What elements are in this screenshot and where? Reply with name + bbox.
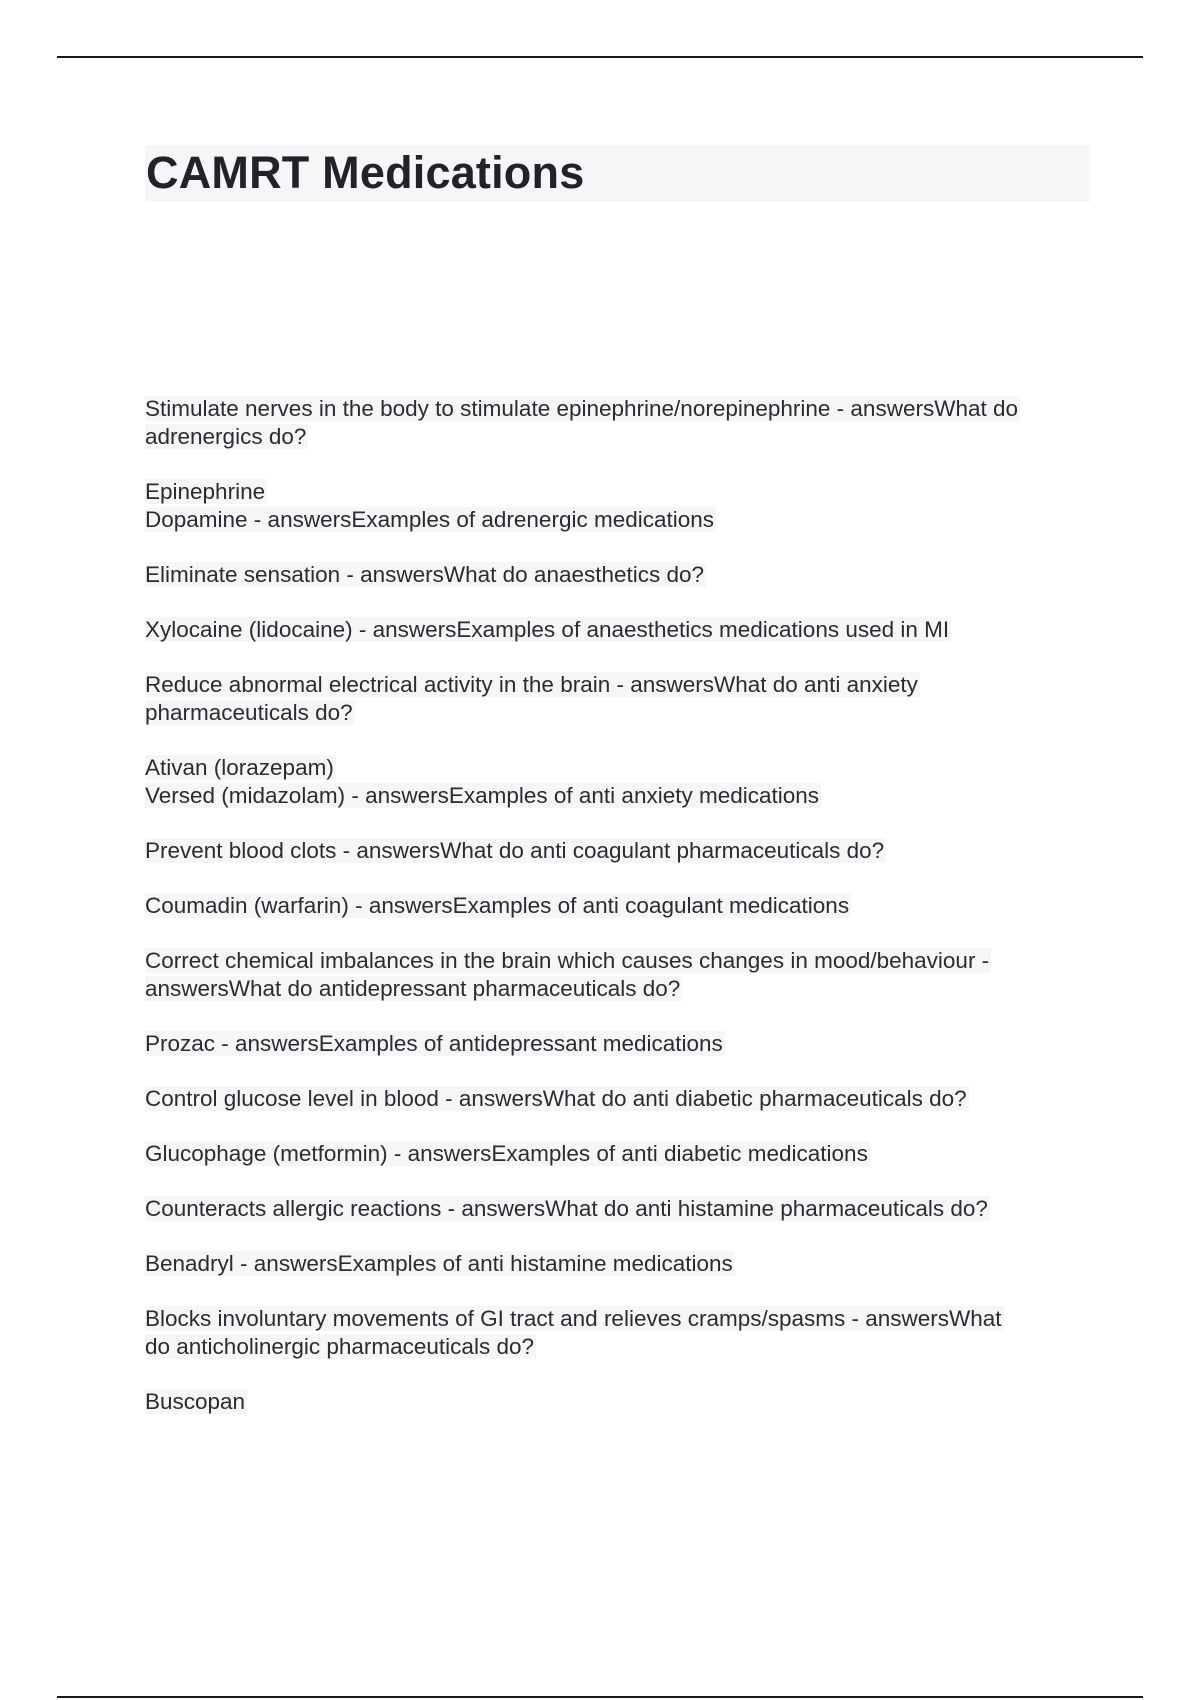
qa-entry-text: Prevent blood clots - answersWhat do anti coagulant pharmaceuticals do?: [145, 838, 885, 863]
qa-entry-line: [145, 561, 1095, 589]
qa-entry-text: Stimulate nerves in the body to stimulate epinephrine/norepinephrine - answersWhat do: [145, 396, 1018, 421]
qa-entry-line: [145, 616, 1095, 644]
bottom-rule: [57, 1696, 1143, 1698]
qa-entry-text: Counteracts allergic reactions - answersWhat do anti histamine pharmaceuticals do?: [145, 1196, 988, 1221]
qa-entry-line: [145, 1333, 1095, 1361]
qa-entry-line: [145, 395, 1095, 423]
qa-entry-line: [145, 782, 1095, 810]
qa-entry-line: [145, 1030, 1095, 1058]
qa-entry-line: [145, 1250, 1095, 1278]
qa-entry-line: [145, 892, 1095, 920]
qa-entry-line: [145, 1388, 1095, 1416]
qa-entry: [145, 616, 1095, 644]
qa-entry-line: [145, 1195, 1095, 1223]
qa-entry-text: Epinephrine: [145, 479, 266, 504]
qa-entry-text: Benadryl - answersExamples of anti histamine medications: [145, 1251, 733, 1276]
qa-entry: [145, 1085, 1095, 1113]
qa-entry-text: Dopamine - answersExamples of adrenergic medications: [145, 507, 715, 532]
qa-entry-text: Versed (midazolam) - answersExamples of anti anxiety medications: [145, 783, 820, 808]
qa-entry-line: [145, 947, 1095, 975]
qa-entry-line: [145, 671, 1095, 699]
qa-entry: [145, 1388, 1095, 1416]
qa-entry: [145, 1305, 1095, 1361]
qa-entry: [145, 754, 1095, 810]
qa-entry-line: [145, 837, 1095, 865]
qa-entry: [145, 837, 1095, 865]
qa-entry-text: Control glucose level in blood - answersWhat do anti diabetic pharmaceuticals do?: [145, 1086, 967, 1111]
qa-entry-line: [145, 699, 1095, 727]
qa-entry-text: do anticholinergic pharmaceuticals do?: [145, 1334, 534, 1359]
qa-entry: [145, 1250, 1095, 1278]
qa-entry: [145, 1195, 1095, 1223]
qa-entry-text: adrenergics do?: [145, 424, 307, 449]
qa-entry-text: pharmaceuticals do?: [145, 700, 353, 725]
qa-entry-text: Reduce abnormal electrical activity in the brain - answersWhat do anti anxiety: [145, 672, 918, 697]
qa-entry-text: Xylocaine (lidocaine) - answersExamples of anaesthetics medications used in MI: [145, 617, 950, 642]
qa-entry: [145, 1140, 1095, 1168]
qa-entry-line: [145, 1305, 1095, 1333]
qa-entry-line: [145, 754, 1095, 782]
qa-entry-text: Coumadin (warfarin) - answersExamples of anti coagulant medications: [145, 893, 850, 918]
qa-entry: [145, 478, 1095, 534]
qa-entry-line: [145, 1085, 1095, 1113]
page-title: CAMRT Medications: [146, 147, 585, 198]
qa-entry-text: Correct chemical imbalances in the brain which causes changes in mood/behaviour -: [145, 948, 990, 973]
qa-entry-line: [145, 506, 1095, 534]
qa-entry-text: Eliminate sensation - answersWhat do anaesthetics do?: [145, 562, 705, 587]
top-rule: [57, 56, 1143, 58]
qa-list: [145, 395, 1095, 1443]
qa-entry: [145, 947, 1095, 1003]
qa-entry-text: answersWhat do antidepressant pharmaceuticals do?: [145, 976, 681, 1001]
qa-entry-line: [145, 423, 1095, 451]
qa-entry-text: Buscopan: [145, 1389, 246, 1414]
qa-entry-text: Prozac - answersExamples of antidepressant medications: [145, 1031, 723, 1056]
qa-entry: [145, 395, 1095, 451]
qa-entry: [145, 561, 1095, 589]
qa-entry-text: Blocks involuntary movements of GI tract and relieves cramps/spasms - answersWhat: [145, 1306, 1002, 1331]
qa-entry: [145, 1030, 1095, 1058]
qa-entry-line: [145, 478, 1095, 506]
qa-entry-line: [145, 1140, 1095, 1168]
qa-entry: [145, 892, 1095, 920]
qa-entry: [145, 671, 1095, 727]
qa-entry-text: Glucophage (metformin) - answersExamples of anti diabetic medications: [145, 1141, 868, 1166]
qa-entry-text: Ativan (lorazepam): [145, 755, 334, 780]
qa-entry-line: [145, 975, 1095, 1003]
